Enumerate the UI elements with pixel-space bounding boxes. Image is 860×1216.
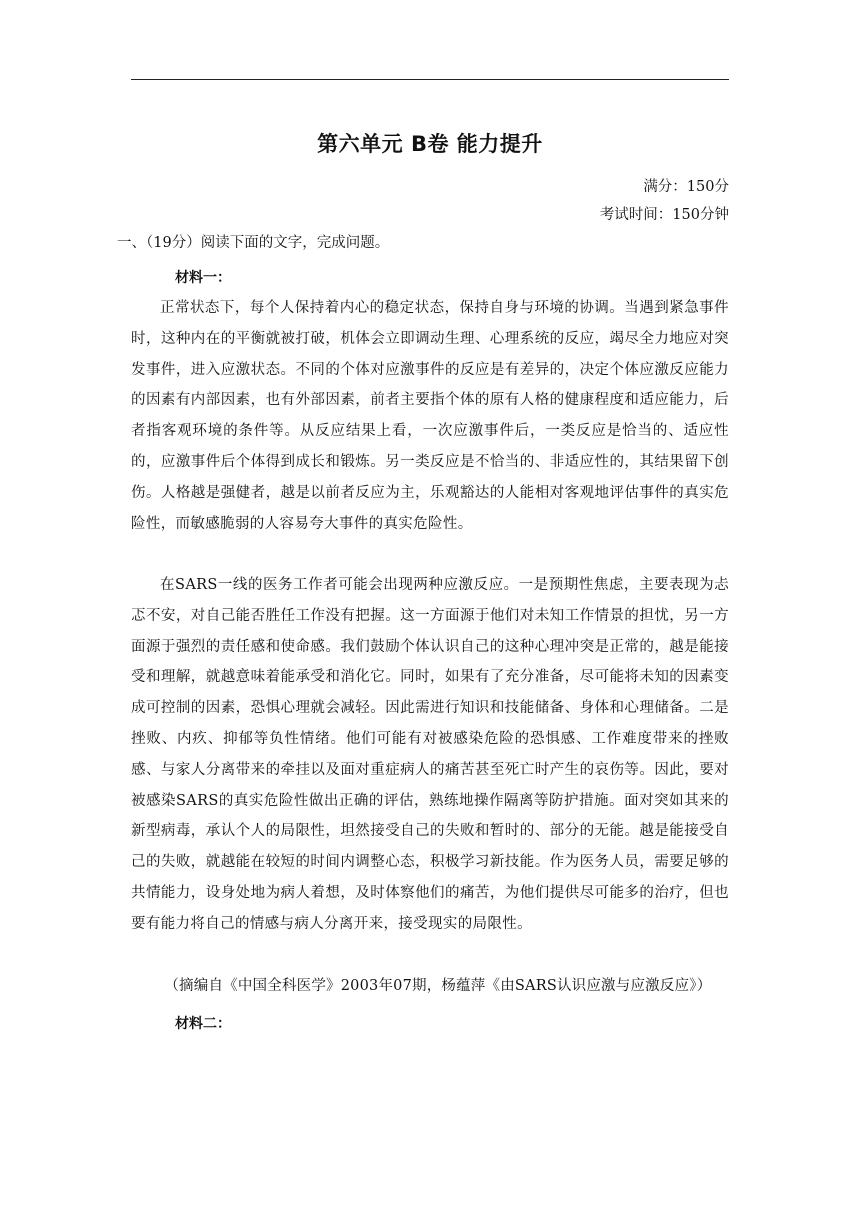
header-rule xyxy=(131,79,729,80)
full-score: 满分：150分 xyxy=(643,179,729,195)
paragraph: 正常状态下，每个人保持着内心的稳定状态，保持自身与环境的协调。当遇到紧急事件时，这种内在的平衡就被打破，机体会立即调动生理、心理系统的反应，竭尽全力地应对突发事件，进入应激状态。不同的个体对应激事件的反应是有差异的，决定个体应激反应能力的因素有内部因素，也有外部因素，前者主要指个体的原有人格的健康程度和适应能力，后者指客观环境的条件等。从反应结果上看，一次应激事件后，一类反应是恰当的、适应性的，应激事件后个体得到成长和锻炼。另一类反应是不恰当的、非适应性的，其结果留下创伤。人格越是强健者，越是以前者反应为主，乐观豁达的人能相对客观地评估事件的真实危险性，而敏感脆弱的人容易夸大事件的真实危险性。 xyxy=(131,300,729,532)
material-two-label: 材料二： xyxy=(175,1016,231,1032)
citation: （摘编自《中国全科医学》2003年07期，杨蕴萍《由SARS认识应激与应激反应》） xyxy=(164,978,712,994)
paragraph: 在SARS一线的医务工作者可能会出现两种应激反应。一是预期性焦虑，主要表现为忐忑不安，对自己能否胜任工作没有把握。这一方面源于他们对未知工作情景的担忧，另一方面源于强烈的责任感和使命感。我们鼓励个体认识自己的这种心理冲突是正常的，越是能接受和理解，就越意味着能承受和消化它。同时，如果有了充分准备，尽可能将未知的因素变成可控制的因素，恐惧心理就会减轻。因此需进行知识和技能储备、身体和心理储备。二是挫败、内疚、抑郁等负性情绪。他们可能有对被感染危险的恐惧感、工作难度带来的挫败感、与家人分离带来的牵挂以及面对重症病人的痛苦甚至死亡时产生的哀伤等。因此，要对被感染SARS的真实危险性做出正确的评估，熟练地操作隔离等防护措施。面对突如其来的新型病毒，承认个人的局限性，坦然接受自己的失败和暂时的、部分的无能。越是能接受自己的失败，就越能在较短的时间内调整心态，积极学习新技能。作为医务人员，需要足够的共情能力，设身处地为病人着想，及时体察他们的痛苦，为他们提供尽可能多的治疗，但也要有能力将自己的情感与病人分离开来，接受现实的局限性。 xyxy=(131,577,729,932)
exam-time: 考试时间：150分钟 xyxy=(599,207,729,223)
material-one-label: 材料一： xyxy=(175,270,231,286)
section-heading: 一、（19分）阅读下面的文字，完成问题。 xyxy=(117,235,390,251)
page-title: 第六单元 B卷 能力提升 xyxy=(317,132,543,156)
